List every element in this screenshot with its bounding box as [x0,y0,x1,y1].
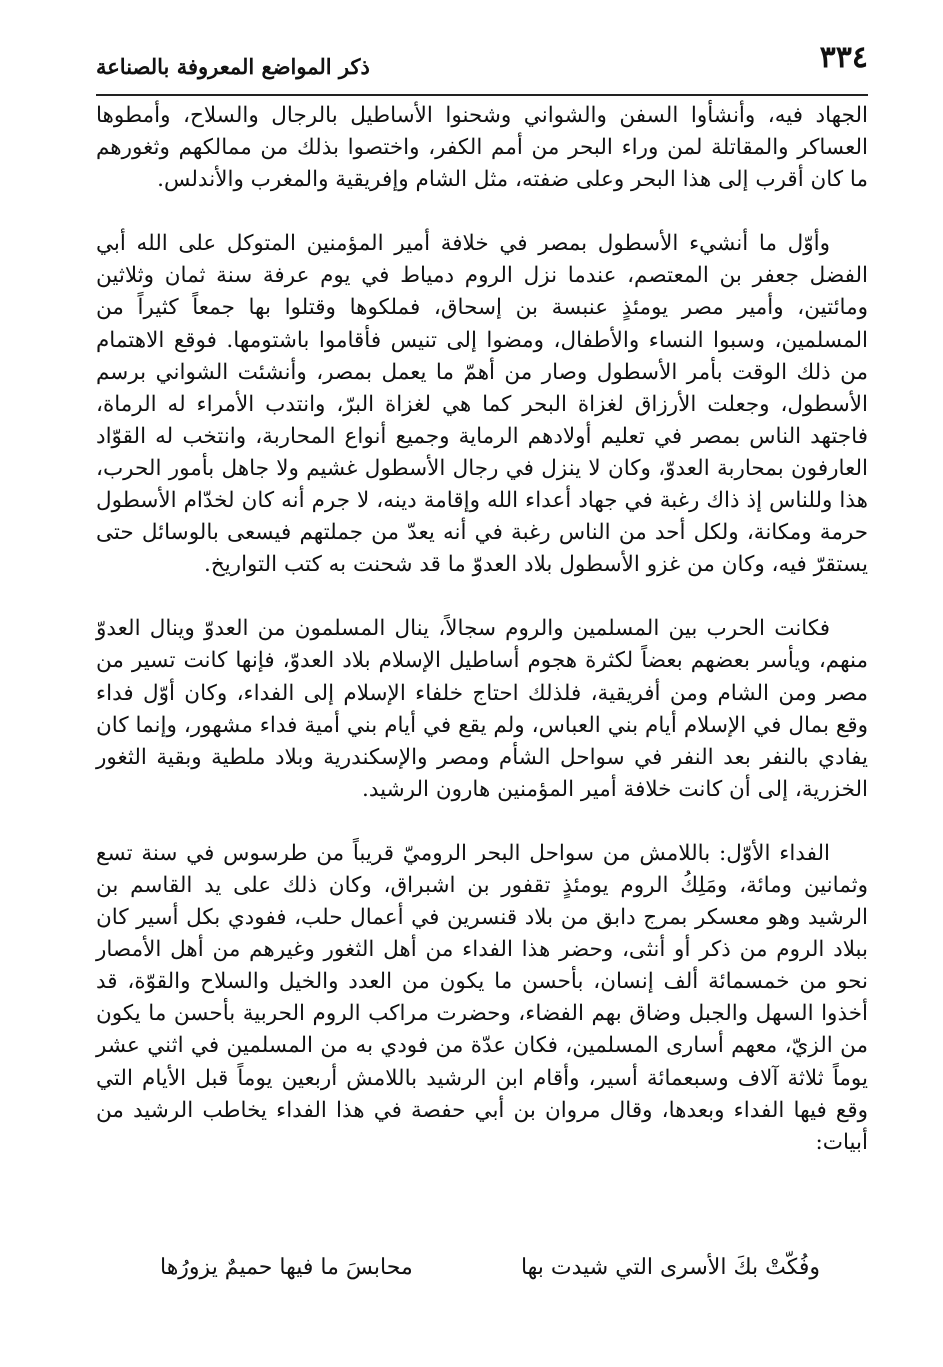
body-text [96,100,868,1159]
paragraph-war-ransom: فكانت الحرب بين المسلمين والروم سجالاً، ينال المسلمون من العدوّ وينال العدوّ منهم، ويأسر بعضهم بعضاً لكثرة هجوم أساطيل الإسلام بلاد العدوّ، فإنها كانت تسير من مصر ومن الشام ومن أفريقية، فلذلك احتاج خلفاء الإسلام إلى الفداء، وكان أوّل فداء وقع بمال في الإسلام أيام بني العباس، ولم يقع في أيام بني أمية فداء مشهور، وإنما كان يفادي بالنفر بعد النفر في سواحل الشأم ومصر والإسكندرية وبلاد ملطية وبقية الثغور الخزرية، إلى أن كانت خلافة أمير المؤمنين هارون الرشيد. [96,616,868,802]
running-title: ذكر المواضع المعروفة بالصناعة [96,54,370,79]
verse-first-hemistich: وفُكّتْ بكَ الأسرى التي شيدت بها [520,1255,820,1280]
verse-second-hemistich: محابسَ ما فيها حميمٌ يزورُها [160,1255,413,1280]
paragraph-fleet-origin: وأوّل ما أنشيء الأسطول بمصر في خلافة أمير المؤمنين المتوكل على الله أبي الفضل جعفر بن المعتصم، عندما نزل الروم دمياط في يوم عرفة سنة ثمان وثلاثين ومائتين، وأمير مصر يومئذٍ عنبسة بن إسحاق، فملكوها وقتلوا بها جمعاً كثيراً من المسلمين، وسبوا النساء والأطفال، ومضوا إلى تنيس فأقاموا باشتومها. فوقع الاهتمام من ذلك الوقت بأمر الأسطول وصار من أهمّ ما يعمل بمصر، وأنشئت الشواني برسم الأسطول، وجعلت الأرزاق لغزاة البحر كما هي لغزاة البرّ، وانتدب الأمراء له الرماة، فاجتهد الناس بمصر في تعليم أولادهم الرماية وجميع أنواع المحاربة، وانتخب له القوّاد العارفون بمحاربة العدوّ، وكان لا ينزل في رجال الأسطول غشيم ولا جاهل بأمور الحرب، هذا وللناس إذ ذاك رغبة في جهاد أعداء الله وإقامة دينه، لا جرم أنه كان لخدّام الأسطول حرمة ومكانة، ولكل أحد من الناس رغبة في أنه يعدّ من جملتهم فيسعى بالوسائل حتى يستقرّ فيه، وكان من غزو الأسطول بلاد العدوّ ما قد شحنت به كتب التواريخ. [96,231,868,578]
page-header [96,38,868,90]
paragraph-continuation: الجهاد فيه، وأنشأوا السفن والشواني وشحنوا الأساطيل بالرجال والسلاح، وأمطوها العساكر والمقاتلة لمن وراء البحر من أمم الكفر، واختصوا بذلك من ممالكهم وثغورهم ما كان أقرب إلى هذا البحر وعلى ضفته، مثل الشام وإفريقية والمغرب والأندلس. [96,103,868,193]
paragraph-first-ransom: الفداء الأوّل: باللامش من سواحل البحر الروميّ قريباً من طرسوس في سنة تسع وثمانين ومائة، ومَلِكُ الروم يومئذٍ تقفور بن اشبراق، وكان ذلك على يد القاسم بن الرشيد وهو معسكر بمرج دابق من بلاد قنسرين في أعمال حلب، ففودي بكل أسير كان ببلاد الروم من ذكر أو أنثى، وحضر هذا الفداء من أهل الثغور وغيرهم من أهل الأمصار نحو من خمسمائة ألف إنسان، بأحسن ما يكون من العدد والخيل والسلاح والقوّة، قد أخذوا السهل والجبل وضاق بهم الفضاء، وحضرت مراكب الروم الحربية بأحسن ما يكون من الزيّ، معهم أسارى المسلمين، فكان عدّة من فودي به من المسلمين في اثني عشر يوماً ثلاثة آلاف وسبعمائة أسير، وأقام ابن الرشيد باللامش أربعين يوماً قبل الأيام التي وقع فيها الفداء وبعدها، وقال مروان بن أبي حفصة في هذا الفداء يخاطب الرشيد من أبيات: [96,840,868,1155]
poetry-verse [160,1255,820,1291]
header-rule [96,94,868,96]
page-number: ٣٣٤ [819,40,868,75]
